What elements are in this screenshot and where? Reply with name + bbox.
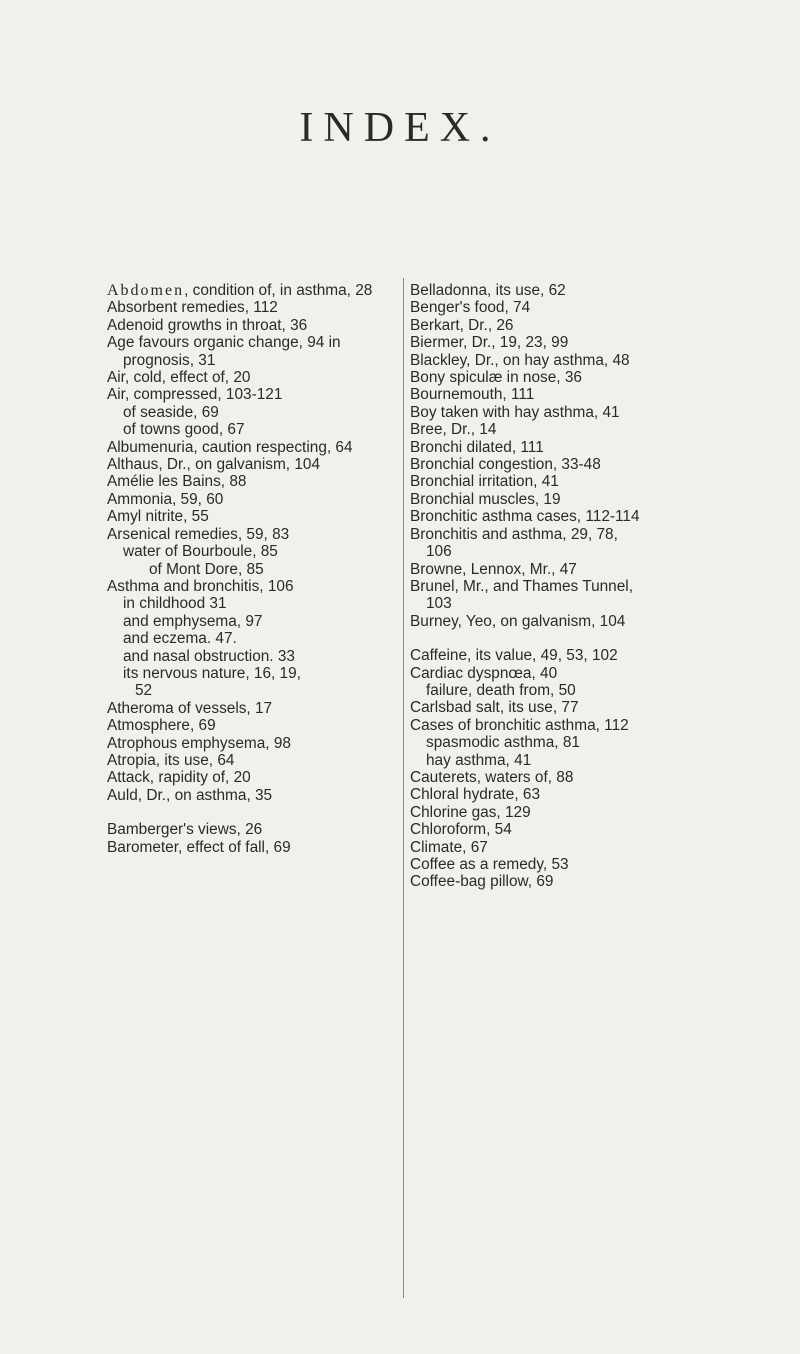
index-entry: 103 [426, 595, 452, 613]
index-entry: and emphysema, 97 [123, 612, 263, 630]
index-entry: Althaus, Dr., on galvanism, 104 [107, 456, 321, 474]
index-entry: Cases of bronchitic asthma, 112 [410, 716, 629, 734]
index-entry: Berkart, Dr., 26 [410, 316, 514, 334]
index-entry: Age favours organic change, 94 in prognosis, 31 [107, 334, 341, 369]
index-entry: hay asthma, 41 [426, 751, 532, 769]
index-entry: Burney, Yeo, on galvanism, 104 [410, 612, 626, 630]
index-entry: Bronchial congestion, 33-48 [410, 456, 601, 474]
index-entry: Barometer, effect of fall, 69 [107, 838, 291, 856]
index-entry: Carlsbad salt, its use, 77 [410, 699, 579, 717]
index-entry: Auld, Dr., on asthma, 35 [107, 786, 273, 804]
index-entry: of Mont Dore, 85 [149, 560, 264, 578]
index-entry: Coffee-bag pillow, 69 [410, 873, 554, 891]
index-entry: water of Bourboule, 85 [123, 543, 278, 561]
index-entry: Benger's food, 74 [410, 299, 531, 317]
index-entry: Atropia, its use, 64 [107, 751, 235, 769]
index-entry: Air, compressed, 103-121 [107, 386, 283, 404]
index-column-left [107, 282, 399, 856]
index-entry: Bamberger's views, 26 [107, 821, 263, 839]
index-entry: in childhood 31 [123, 595, 227, 613]
index-entry: Biermer, Dr., 19, 23, 99 [410, 334, 569, 352]
index-entry: Atheroma of vessels, 17 [107, 699, 273, 717]
index-entry: 106 [426, 543, 452, 561]
index-entry: Bronchial muscles, 19 [410, 490, 561, 508]
index-entry: Atrophous emphysema, 98 [107, 734, 291, 752]
index-column-right [410, 282, 710, 891]
index-entry: Bronchi dilated, 111 [410, 438, 544, 456]
index-entry: Browne, Lennox, Mr., 47 [410, 560, 577, 578]
index-entry: Bony spiculæ in nose, 36 [410, 369, 582, 387]
index-entry: 52 [135, 682, 153, 700]
index-entry: Bronchial irritation, 41 [410, 473, 559, 491]
index-entry: its nervous nature, 16, 19, [123, 664, 301, 682]
index-entry: failure, death from, 50 [426, 681, 576, 699]
column-divider [403, 278, 404, 1298]
index-entry: and eczema. 47. [123, 630, 237, 648]
index-entry: Absorbent remedies, 112 [107, 299, 278, 317]
index-entry: Adenoid growths in throat, 36 [107, 316, 308, 334]
index-entry: Ammonia, 59, 60 [107, 490, 224, 508]
index-entry: Bronchitis and asthma, 29, 78, [410, 525, 618, 543]
index-entry: Chloral hydrate, 63 [410, 786, 541, 804]
index-entry: Albumenuria, caution respecting, 64 [107, 438, 353, 456]
index-entry: Chlorine gas, 129 [410, 803, 531, 821]
index-entry: Bournemouth, 111 [410, 386, 535, 404]
index-entry: Bree, Dr., 14 [410, 421, 497, 439]
index-entry: Atmosphere, 69 [107, 717, 216, 735]
index-entry: Belladonna, its use, 62 [410, 282, 566, 299]
index-entry: Amélie les Bains, 88 [107, 473, 247, 491]
index-entry: Bronchitic asthma cases, 112-114 [410, 508, 640, 526]
index-entry: and nasal obstruction. 33 [123, 647, 295, 665]
index-entry: Coffee as a remedy, 53 [410, 856, 569, 873]
index-entry: of towns good, 67 [123, 421, 245, 439]
index-entry: Brunel, Mr., and Thames Tunnel, [410, 577, 633, 595]
index-entry: Asthma and bronchitis, 106 [107, 577, 294, 595]
index-entry: Boy taken with hay asthma, 41 [410, 403, 620, 421]
index-entry: Attack, rapidity of, 20 [107, 769, 251, 787]
index-entry: Caffeine, its value, 49, 53, 102 [410, 647, 618, 665]
index-entry: of seaside, 69 [123, 403, 219, 421]
index-entry: Cauterets, waters of, 88 [410, 768, 574, 786]
index-entry: Abdomen, condition of, in asthma, 28 [107, 282, 373, 299]
index-entry: Arsenical remedies, 59, 83 [107, 525, 290, 543]
page-title: INDEX. [299, 105, 501, 151]
index-entry: Blackley, Dr., on hay asthma, 48 [410, 351, 630, 369]
index-entry: Climate, 67 [410, 838, 488, 856]
index-entry: Cardiac dyspnœa, 40 [410, 664, 558, 682]
index-entry: Air, cold, effect of, 20 [107, 369, 251, 387]
index-entry: Chloroform, 54 [410, 821, 512, 839]
index-entry: Amyl nitrite, 55 [107, 508, 209, 526]
index-entry: spasmodic asthma, 81 [426, 734, 580, 752]
